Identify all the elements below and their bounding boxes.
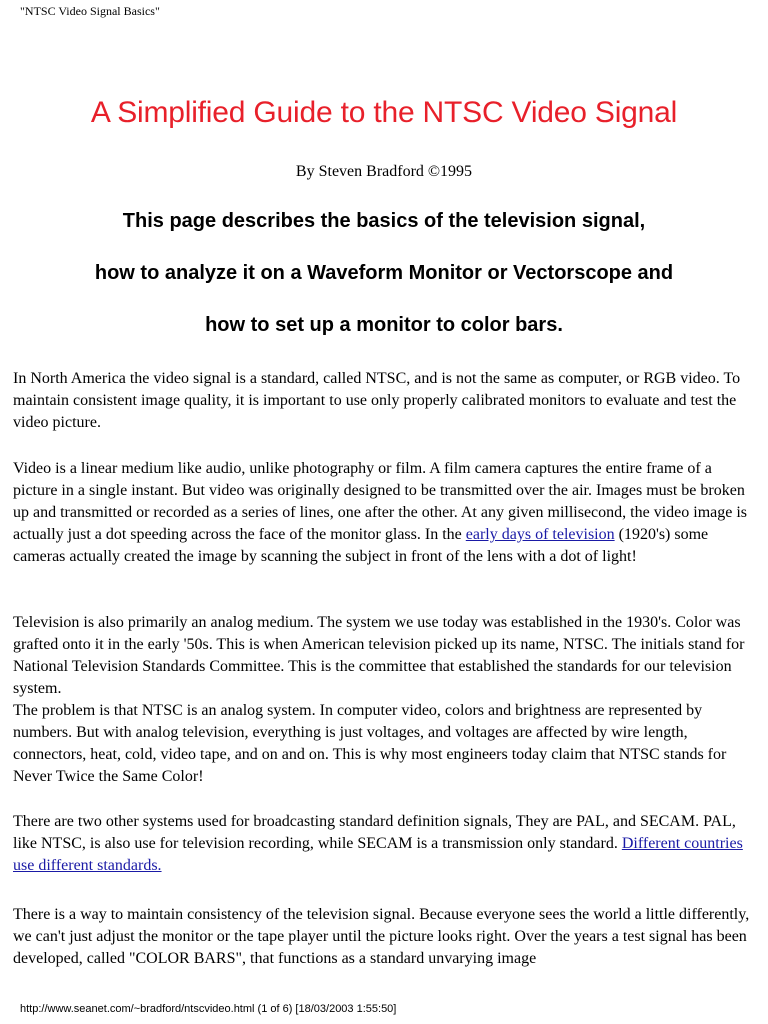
paragraph-intro: In North America the video signal is a standard, called NTSC, and is not the same as computer, or RGB video. To maintain consistent image quality, it is important to use only properly calibrated monitors to evaluate and test the video picture.: [13, 370, 741, 431]
subheading-1: This page describes the basics of the television signal,: [122, 210, 646, 232]
paragraph-color-bars: There is a way to maintain consistency of the television signal. Because everyone sees the world a little differently, we can't just adjust the monitor or the tape player until the picture looks right. Over the years a test signal has been developed, called "COLOR BARS", that functions as a standard unvarying image: [13, 906, 750, 967]
subheading-3: how to set up a monitor to color bars.: [205, 314, 563, 336]
paragraph-text: Television is also primarily an analog medium. The system we use today was established in the 1930's. Color was grafted onto it in the early '50s. This is when American television picked up its name, NTSC. The initials stand for National Television Standards Committee. This is the committee that established the standards for our television system.: [13, 614, 745, 697]
paragraph-text: (1920's) some cameras actually created the image by scanning the subject in front of the lens with a dot of light!: [13, 526, 709, 565]
byline: By Steven Bradford ©1995: [295, 163, 473, 180]
page-footer-url: http://www.seanet.com/~bradford/ntscvideo.html (1 of 6) [18/03/2003 1:55:50]: [20, 1003, 397, 1015]
page-title: A Simplified Guide to the NTSC Video Signal: [90, 96, 678, 129]
paragraph-analog-medium: [13, 612, 758, 788]
subheading-2: how to analyze it on a Waveform Monitor or Vectorscope and: [94, 262, 674, 284]
paragraph-text: Video is a linear medium like audio, unlike photography or film. A film camera captures the entire frame of a picture in a single instant. But video was originally designed to be transmitted over the air. Images must be broken up and transmitted or recorded as a series of lines, one after the other. At any given millisecond, the video image is actually just a dot speeding across the face of the monitor glass. In the: [13, 460, 748, 543]
paragraph-text: The problem is that NTSC is an analog system. In computer video, colors and brightness are represented by numbers. But with analog television, everything is just voltages, and voltages are affected by wire length, connectors, heat, cold, video tape, and on and on. This is why most engineers today claim that NTSC stands for Never Twice the Same Color!: [13, 702, 727, 785]
different-standards-link[interactable]: Different countries use different standards.: [13, 835, 743, 874]
paragraph-other-systems: [13, 811, 758, 877]
page-header-title: "NTSC Video Signal Basics": [20, 4, 160, 18]
paragraph-linear-medium: [13, 458, 758, 568]
early-days-of-television-link[interactable]: early days of television: [465, 526, 615, 543]
paragraph-text: There are two other systems used for broadcasting standard definition signals, They are PAL, and SECAM. PAL, like NTSC, is also use for television recording, while SECAM is a transmission only standard.: [13, 813, 736, 852]
